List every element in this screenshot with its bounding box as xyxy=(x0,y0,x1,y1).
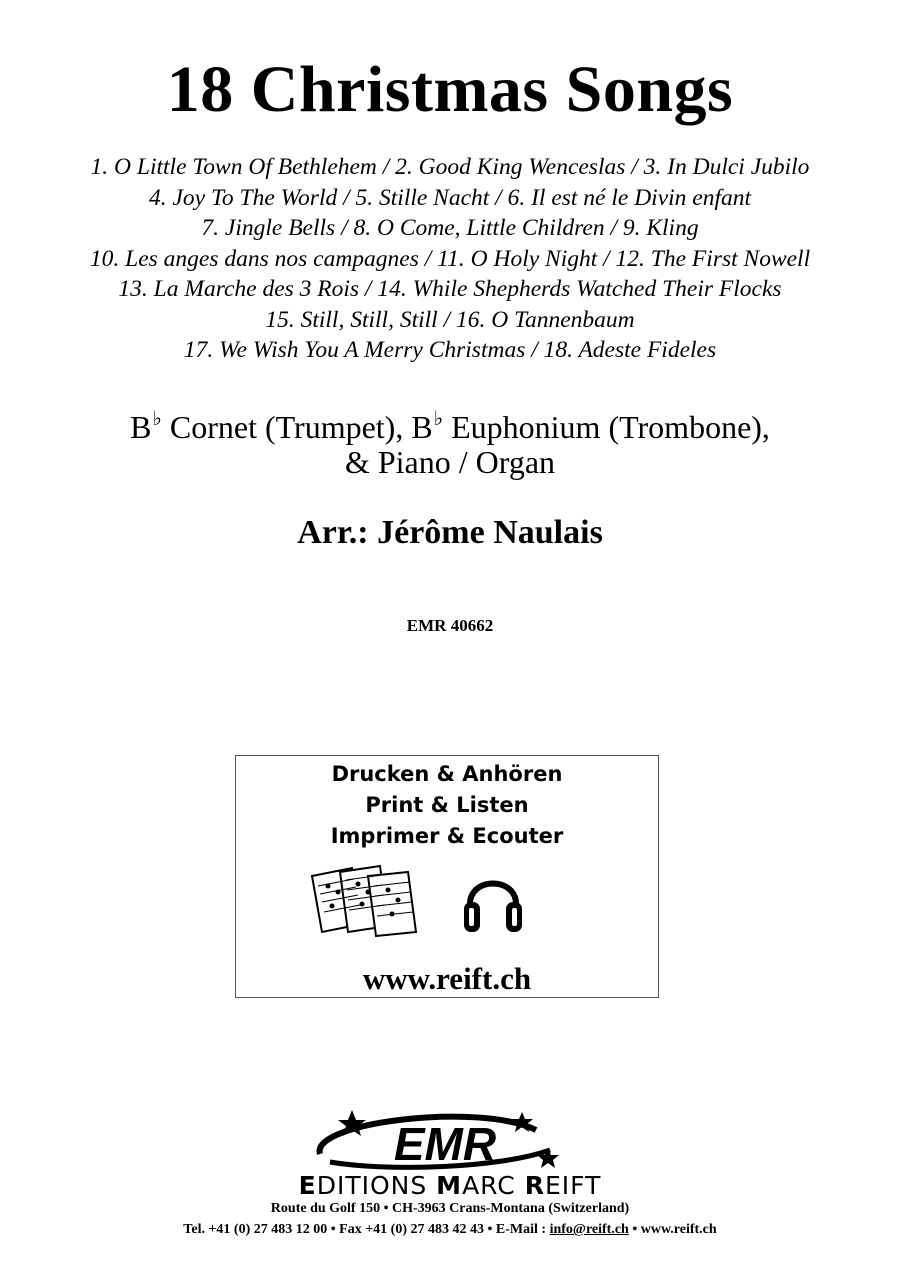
flat-sign: ♭ xyxy=(152,408,162,430)
instrumentation-line-2: & Piano / Organ xyxy=(344,444,556,480)
instrument-key: B xyxy=(411,409,433,445)
logo-text: EMR xyxy=(393,1118,497,1170)
publisher-contact xyxy=(0,1219,900,1241)
print-listen-box xyxy=(235,755,659,998)
publisher-word: ARC xyxy=(462,1171,525,1200)
arranger: Arr.: Jérôme Naulais xyxy=(297,514,603,551)
publisher-name xyxy=(0,1171,900,1201)
publisher-initial: M xyxy=(436,1171,463,1200)
promo-line-english: Print & Listen xyxy=(365,793,529,817)
website-link[interactable]: www.reift.ch xyxy=(362,961,532,996)
song-list-line: 10. Les anges dans nos campagnes / 11. O Holy Night / 12. The First Nowell xyxy=(89,245,811,272)
publisher-word: EIFT xyxy=(544,1171,602,1200)
instrumentation xyxy=(0,398,900,484)
instrument-key: B xyxy=(130,409,152,445)
song-list-line: 7. Jingle Bells / 8. O Come, Little Children / 9. Kling xyxy=(201,215,699,241)
catalog-number: EMR 40662 xyxy=(406,616,494,635)
publisher-address: Route du Golf 150 • CH-3963 Crans-Montana (Switzerland) xyxy=(270,1201,630,1216)
contact-website: • www.reift.ch xyxy=(628,1222,717,1237)
song-list-line: 13. La Marche des 3 Rois / 14. While Shepherds Watched Their Flocks xyxy=(118,276,782,302)
song-list xyxy=(0,152,900,366)
instrumentation-line-1 xyxy=(0,398,900,445)
emr-logo xyxy=(300,1108,600,1174)
promo-line-german: Drucken & Anhören xyxy=(331,762,563,786)
song-list-line: 1. O Little Town Of Bethlehem / 2. Good King Wenceslas / 3. In Dulci Jubilo xyxy=(90,154,810,180)
page-title: 18 Christmas Songs xyxy=(166,53,734,126)
headphones-icon xyxy=(462,864,524,940)
sheet-music-icon xyxy=(308,862,420,942)
publisher-initial: R xyxy=(524,1171,545,1200)
publisher-word: DITIONS xyxy=(316,1171,437,1200)
phone-fax-text: Tel. +41 (0) 27 483 12 00 • Fax +41 (0) 27 483 42 43 • E-Mail : xyxy=(183,1222,550,1237)
song-list-line: 15. Still, Still, Still / 16. O Tannenbaum xyxy=(265,306,635,333)
song-list-line: 17. We Wish You A Merry Christmas / 18. Adeste Fideles xyxy=(183,337,717,363)
flat-sign: ♭ xyxy=(433,408,444,430)
promo-line-french: Imprimer & Ecouter xyxy=(330,824,564,848)
publisher-initial: E xyxy=(298,1171,317,1200)
instrument-text: Cornet (Trumpet), xyxy=(161,409,412,445)
song-list-line: 4. Joy To The World / 5. Stille Nacht / 6. Il est né le Divin enfant xyxy=(148,184,752,211)
email-link[interactable]: info@reift.ch xyxy=(549,1222,629,1237)
instrument-text: Euphonium (Trombone), xyxy=(443,409,770,445)
